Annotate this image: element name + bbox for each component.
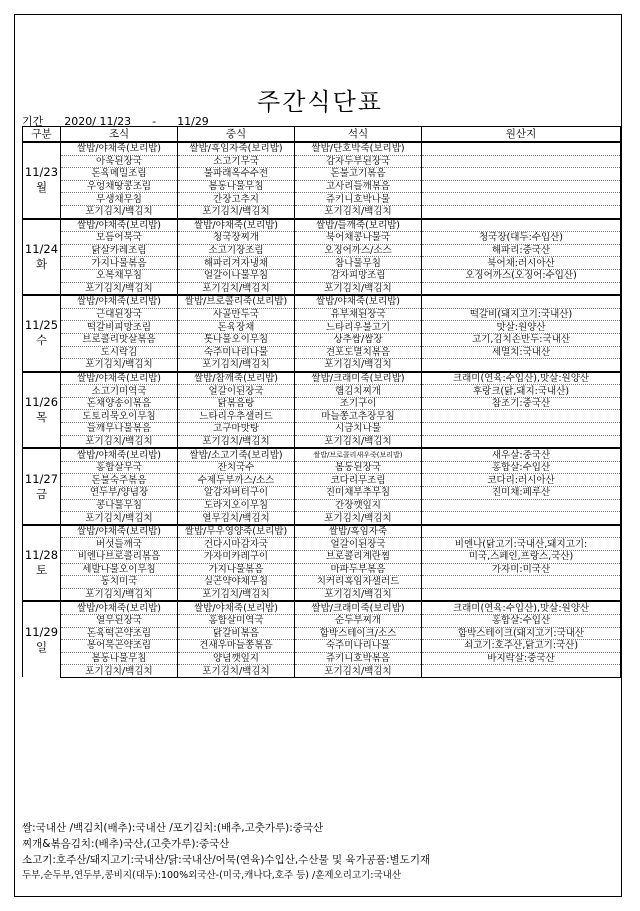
header-day: 구분 bbox=[23, 127, 61, 143]
breakfast-item: 쌀밥/야채죽(보리밥) bbox=[61, 448, 178, 461]
dinner-item: 봄동된장국 bbox=[295, 461, 422, 474]
origin-item: 떡갈비(돼지고기:국내산) bbox=[422, 308, 621, 321]
breakfast-item: 콩나물무침 bbox=[61, 499, 178, 512]
breakfast-item: 떡갈비피망조림 bbox=[61, 321, 178, 334]
menu-row bbox=[23, 372, 621, 385]
menu-row bbox=[23, 512, 621, 525]
day-date: 11/26 bbox=[24, 394, 59, 409]
dinner-item: 브로콜리계란찜 bbox=[295, 551, 422, 564]
period-label: 기간 bbox=[22, 115, 44, 128]
origin-item: 진미채:페루산 bbox=[422, 487, 621, 500]
dinner-item: 쌀밥/크래미죽(보리밥) bbox=[295, 372, 422, 385]
breakfast-item: 쌀밥/야채죽(보리밥) bbox=[61, 295, 178, 308]
lunch-item: 홍합살미역국 bbox=[178, 614, 295, 627]
day-date: 11/23 bbox=[24, 165, 59, 180]
breakfast-item: 쌀밥/야채죽(보리밥) bbox=[61, 142, 178, 155]
dinner-item: 상추쌈/쌈장 bbox=[295, 333, 422, 346]
dinner-item: 포기김치/백김치 bbox=[295, 282, 422, 295]
day-cell bbox=[23, 525, 61, 602]
menu-row bbox=[23, 601, 621, 614]
dinner-item: 포기김치/백김치 bbox=[295, 435, 422, 448]
origin-item: 미국,스페인,프랑스,국산) bbox=[422, 551, 621, 564]
breakfast-item: 봉어묵곤약조림 bbox=[61, 640, 178, 653]
dinner-item: 쌀밥/크래미죽(보리밥) bbox=[295, 601, 422, 614]
day-weekday: 토 bbox=[35, 563, 48, 578]
lunch-item: 닭볶음탕 bbox=[178, 397, 295, 410]
lunch-item: 소고기장조림 bbox=[178, 244, 295, 257]
note-line: 찌개&볶음김치:(배추)국산,(고춧가루):중국산 bbox=[22, 838, 230, 850]
menu-row bbox=[23, 435, 621, 448]
breakfast-item: 모듬어묵국 bbox=[61, 232, 178, 245]
header-breakfast: 조식 bbox=[61, 127, 178, 143]
dinner-item: 포기김치/백김치 bbox=[295, 588, 422, 601]
origin-item: 참조기:중국산 bbox=[422, 397, 621, 410]
lunch-item: 가자미카레구이 bbox=[178, 551, 295, 564]
period-end: 11/29 bbox=[177, 115, 209, 128]
origin-item bbox=[422, 588, 621, 601]
day-date: 11/25 bbox=[24, 318, 59, 333]
lunch-item: 알감자버터구이 bbox=[178, 487, 295, 500]
lunch-item: 해파리겨자냉채 bbox=[178, 257, 295, 270]
dinner-item: 포기김치/백김치 bbox=[295, 359, 422, 372]
lunch-item: 느타리우추샐러드 bbox=[178, 410, 295, 423]
origin-item: 고기,김치손만두:국내산 bbox=[422, 333, 621, 346]
menu-row bbox=[23, 180, 621, 193]
origin-item bbox=[422, 295, 621, 308]
note-line: 쌀:국내산 /백김치(배추):국내산 /포기김치:(배추,고춧가루):중국산 bbox=[22, 822, 324, 834]
day-cell bbox=[23, 219, 61, 296]
header-origin: 원산지 bbox=[422, 127, 621, 143]
origin-item bbox=[422, 282, 621, 295]
day-date: 11/29 bbox=[24, 624, 59, 639]
menu-row bbox=[23, 232, 621, 245]
breakfast-item: 도토리묵오이무침 bbox=[61, 410, 178, 423]
breakfast-item: 도시락김 bbox=[61, 346, 178, 359]
breakfast-item: 무생채무침 bbox=[61, 193, 178, 206]
lunch-item: 양념깻잎지 bbox=[178, 652, 295, 665]
dinner-item: 포기김치/백김치 bbox=[295, 665, 422, 678]
breakfast-item: 돈불숙주볶음 bbox=[61, 474, 178, 487]
header-lunch: 중식 bbox=[178, 127, 295, 143]
menu-row bbox=[23, 551, 621, 564]
menu-row bbox=[23, 665, 621, 678]
lunch-item: 사골만두국 bbox=[178, 308, 295, 321]
lunch-item: 쌀밥/참깨죽(보리밥) bbox=[178, 372, 295, 385]
lunch-item: 포기김치/백김치 bbox=[178, 665, 295, 678]
menu-row bbox=[23, 155, 621, 168]
origin-item: 후랑크(닭,돼지:국내산) bbox=[422, 385, 621, 398]
lunch-item: 건다시마감자국 bbox=[178, 538, 295, 551]
lunch-item: 고구마맛탕 bbox=[178, 423, 295, 436]
breakfast-item: 들깨무나물볶음 bbox=[61, 423, 178, 436]
lunch-item: 간장고추지 bbox=[178, 193, 295, 206]
lunch-item: 봄동나물무침 bbox=[178, 180, 295, 193]
menu-row bbox=[23, 333, 621, 346]
day-date: 11/24 bbox=[24, 241, 59, 256]
breakfast-item: 포기김치/백김치 bbox=[61, 512, 178, 525]
origin-item bbox=[422, 410, 621, 423]
menu-row bbox=[23, 525, 621, 538]
dinner-item: 쌀밥/야채죽(보리밥) bbox=[295, 295, 422, 308]
breakfast-item: 버섯들깨국 bbox=[61, 538, 178, 551]
origin-item bbox=[422, 423, 621, 436]
breakfast-item: 소고기미역국 bbox=[61, 385, 178, 398]
origin-item: 북어채:러시아산 bbox=[422, 257, 621, 270]
lunch-item: 건새우마늘쫑볶음 bbox=[178, 640, 295, 653]
dinner-item: 함박스테이크/소스 bbox=[295, 627, 422, 640]
origin-item: 새우살:중국산 bbox=[422, 448, 621, 461]
origin-item: 홍합살:수입산 bbox=[422, 461, 621, 474]
origin-item bbox=[422, 168, 621, 181]
menu-row bbox=[23, 563, 621, 576]
note-line: 두부,순두부,연두부,콩비지(대두):100%외국산-(미국,캐나다,호주 등) /훈제오리고기:국내산 bbox=[22, 870, 401, 881]
menu-row bbox=[23, 257, 621, 270]
origin-item bbox=[422, 205, 621, 218]
lunch-item: 소고기무국 bbox=[178, 155, 295, 168]
lunch-item: 숙주미나리나물 bbox=[178, 346, 295, 359]
dinner-item: 고사리들깨볶음 bbox=[295, 180, 422, 193]
lunch-item: 가지나물볶음 bbox=[178, 563, 295, 576]
menu-row bbox=[23, 308, 621, 321]
menu-row bbox=[23, 385, 621, 398]
lunch-item: 쌀밥/소고기죽(보리밥) bbox=[178, 448, 295, 461]
lunch-item: 수제두부까스/소스 bbox=[178, 474, 295, 487]
menu-row bbox=[23, 423, 621, 436]
breakfast-item: 홍합살무국 bbox=[61, 461, 178, 474]
lunch-item: 도라지오이무침 bbox=[178, 499, 295, 512]
dinner-item: 조기구이 bbox=[295, 397, 422, 410]
breakfast-item: 쌀밥/야채죽(보리밥) bbox=[61, 601, 178, 614]
menu-row bbox=[23, 282, 621, 295]
lunch-item: 쌀밥/무우영양죽(보리밥) bbox=[178, 525, 295, 538]
origin-item: 오징어까스(오징어:수입산) bbox=[422, 269, 621, 282]
dinner-item: 감자두부된장국 bbox=[295, 155, 422, 168]
header-dinner: 석식 bbox=[295, 127, 422, 143]
dinner-item: 참나물무침 bbox=[295, 257, 422, 270]
menu-row bbox=[23, 219, 621, 232]
lunch-item: 톳나물오이무침 bbox=[178, 333, 295, 346]
lunch-item: 포기김치/백김치 bbox=[178, 205, 295, 218]
menu-row bbox=[23, 410, 621, 423]
origin-item bbox=[422, 219, 621, 232]
day-weekday: 목 bbox=[35, 409, 48, 424]
breakfast-item: 근대된장국 bbox=[61, 308, 178, 321]
lunch-item: 잔치국수 bbox=[178, 461, 295, 474]
menu-row bbox=[23, 397, 621, 410]
breakfast-item: 쌀밥/야채죽(보리밥) bbox=[61, 219, 178, 232]
origin-item bbox=[422, 142, 621, 155]
lunch-item: 실곤약야채무침 bbox=[178, 576, 295, 589]
dinner-item: 감자피망조림 bbox=[295, 269, 422, 282]
dinner-item: 포기김치/백김치 bbox=[295, 205, 422, 218]
breakfast-item: 쌀밥/야채죽(보리밥) bbox=[61, 372, 178, 385]
dinner-item: 북어채콩나물국 bbox=[295, 232, 422, 245]
lunch-item: 얼갈이된장국 bbox=[178, 385, 295, 398]
lunch-item: 포기김치/백김치 bbox=[178, 588, 295, 601]
dinner-item: 순두부찌개 bbox=[295, 614, 422, 627]
breakfast-item: 우엉채땅콩조림 bbox=[61, 180, 178, 193]
dinner-item: 시금치나물 bbox=[295, 423, 422, 436]
dinner-item: 숙주미나리나물 bbox=[295, 640, 422, 653]
breakfast-item: 돈육메밀조림 bbox=[61, 168, 178, 181]
origin-item bbox=[422, 359, 621, 372]
dinner-item: 유부채된장국 bbox=[295, 308, 422, 321]
menu-row bbox=[23, 359, 621, 372]
lunch-item: 얼갈이나물무침 bbox=[178, 269, 295, 282]
origin-item bbox=[422, 193, 621, 206]
lunch-item: 쌀밥/야채죽(보리밥) bbox=[178, 601, 295, 614]
menu-row bbox=[23, 474, 621, 487]
breakfast-item: 닭살카레조림 bbox=[61, 244, 178, 257]
origin-item: 맛살:원양산 bbox=[422, 321, 621, 334]
notes bbox=[22, 820, 622, 884]
dinner-item: 마파두부볶음 bbox=[295, 563, 422, 576]
day-date: 11/28 bbox=[24, 548, 59, 563]
menu-row bbox=[23, 448, 621, 461]
dinner-item: 간장깻잎지 bbox=[295, 499, 422, 512]
menu-row bbox=[23, 321, 621, 334]
origin-item bbox=[422, 499, 621, 512]
origin-item: 세멸치:국내산 bbox=[422, 346, 621, 359]
dinner-item: 쌀밥/흑임자죽 bbox=[295, 525, 422, 538]
lunch-item: 쌀밥/흑임자죽(보리밥) bbox=[178, 142, 295, 155]
menu-row bbox=[23, 142, 621, 155]
breakfast-item: 연두부/양념장 bbox=[61, 487, 178, 500]
day-weekday: 일 bbox=[35, 639, 48, 654]
day-weekday: 금 bbox=[35, 486, 48, 501]
day-weekday: 화 bbox=[35, 256, 48, 271]
menu-row bbox=[23, 614, 621, 627]
dinner-item: 마늘쫑고추장무침 bbox=[295, 410, 422, 423]
day-cell bbox=[23, 372, 61, 449]
breakfast-item: 포기김치/백김치 bbox=[61, 588, 178, 601]
menu-row bbox=[23, 461, 621, 474]
day-weekday: 월 bbox=[35, 180, 48, 195]
lunch-item: 돈육장채 bbox=[178, 321, 295, 334]
dinner-item: 쌀밥/브로콜리새우죽(보리밥) bbox=[295, 448, 422, 461]
dinner-item: 돈불고기볶음 bbox=[295, 168, 422, 181]
dinner-item: 코다리무조림 bbox=[295, 474, 422, 487]
origin-item bbox=[422, 525, 621, 538]
menu-row bbox=[23, 244, 621, 257]
menu-row bbox=[23, 640, 621, 653]
origin-item: 비엔나(닭고기:국내산,돼지고기: bbox=[422, 538, 621, 551]
menu-row bbox=[23, 269, 621, 282]
dinner-item: 햄김치찌개 bbox=[295, 385, 422, 398]
lunch-item: 쌀밥/야채죽(보리밥) bbox=[178, 219, 295, 232]
breakfast-item: 오복채무침 bbox=[61, 269, 178, 282]
dinner-item: 진미채부추무침 bbox=[295, 487, 422, 500]
lunch-item: 닭갈비볶음 bbox=[178, 627, 295, 640]
origin-item: 가자미:미국산 bbox=[422, 563, 621, 576]
breakfast-item: 가지나물볶음 bbox=[61, 257, 178, 270]
dinner-item: 치커리흑임자샐러드 bbox=[295, 576, 422, 589]
menu-row bbox=[23, 627, 621, 640]
dinner-item: 쥬키니호박볶음 bbox=[295, 652, 422, 665]
origin-item bbox=[422, 180, 621, 193]
menu-body bbox=[23, 142, 621, 677]
breakfast-item: 포기김치/백김치 bbox=[61, 435, 178, 448]
breakfast-item: 쌀밥/야채죽(보리밥) bbox=[61, 525, 178, 538]
breakfast-item: 포기김치/백김치 bbox=[61, 282, 178, 295]
lunch-item: 불파래옥수수전 bbox=[178, 168, 295, 181]
menu-row bbox=[23, 588, 621, 601]
origin-item: 청국장(대두:수입산) bbox=[422, 232, 621, 245]
lunch-item: 쌀밥/브로콜리죽(보리밥) bbox=[178, 295, 295, 308]
origin-item: 쇠고기:호주산,닭고기:국산) bbox=[422, 640, 621, 653]
day-weekday: 수 bbox=[35, 333, 48, 348]
note-line: 소고기:호주산/돼지고기:국내산/닭:국내산/어묵(연육)수입산,수산물 및 육가공품:별도기재 bbox=[22, 854, 431, 866]
breakfast-item: 세발나물오이무침 bbox=[61, 563, 178, 576]
breakfast-item: 아욱된장국 bbox=[61, 155, 178, 168]
origin-item: 홍합살:수입산 bbox=[422, 614, 621, 627]
dinner-item: 느타리우불고기 bbox=[295, 321, 422, 334]
breakfast-item: 브로콜리맛살볶음 bbox=[61, 333, 178, 346]
origin-item: 크래미(연육:수입산),맛살:원양산 bbox=[422, 601, 621, 614]
dinner-item: 쌀밥/들깨죽(보리밥) bbox=[295, 219, 422, 232]
origin-item bbox=[422, 576, 621, 589]
lunch-item: 포기김치/백김치 bbox=[178, 359, 295, 372]
period-dash: - bbox=[152, 115, 157, 128]
dinner-item: 포기김치/백김치 bbox=[295, 512, 422, 525]
menu-row bbox=[23, 652, 621, 665]
menu-row bbox=[23, 346, 621, 359]
origin-item: 코다리:러시아산 bbox=[422, 474, 621, 487]
dinner-item: 오징어까스/소스 bbox=[295, 244, 422, 257]
day-cell bbox=[23, 448, 61, 525]
origin-item bbox=[422, 155, 621, 168]
origin-item bbox=[422, 665, 621, 678]
dinner-item: 얼갈이된장국 bbox=[295, 538, 422, 551]
origin-item: 함박스테이크(돼지고기:국내산 bbox=[422, 627, 621, 640]
breakfast-item: 동치미국 bbox=[61, 576, 178, 589]
day-date: 11/27 bbox=[24, 471, 59, 486]
dinner-item: 견포도멸치볶음 bbox=[295, 346, 422, 359]
menu-row bbox=[23, 538, 621, 551]
breakfast-item: 돈육떡곤약조림 bbox=[61, 627, 178, 640]
dinner-item: 쥬키니호박나물 bbox=[295, 193, 422, 206]
day-cell bbox=[23, 601, 61, 677]
menu-row bbox=[23, 205, 621, 218]
lunch-item: 포기김치/백김치 bbox=[178, 435, 295, 448]
breakfast-item: 포기김치/백김치 bbox=[61, 665, 178, 678]
table-header-row bbox=[23, 127, 621, 143]
menu-row bbox=[23, 576, 621, 589]
breakfast-item: 열무된장국 bbox=[61, 614, 178, 627]
origin-item: 해파리:중국산 bbox=[422, 244, 621, 257]
lunch-item: 열무김치/백김치 bbox=[178, 512, 295, 525]
breakfast-item: 비엔나브로콜리볶음 bbox=[61, 551, 178, 564]
origin-item bbox=[422, 435, 621, 448]
breakfast-item: 포기김치/백김치 bbox=[61, 359, 178, 372]
menu-row bbox=[23, 295, 621, 308]
breakfast-item: 봄동나물무침 bbox=[61, 652, 178, 665]
period-start: 2020/ 11/23 bbox=[64, 115, 132, 128]
origin-item bbox=[422, 512, 621, 525]
lunch-item: 포기김치/백김치 bbox=[178, 282, 295, 295]
breakfast-item: 돈채양송이볶음 bbox=[61, 397, 178, 410]
breakfast-item: 포기김치/백김치 bbox=[61, 205, 178, 218]
dinner-item: 쌀밥/단호박죽(보리밥) bbox=[295, 142, 422, 155]
page-title: 주간식단표 bbox=[257, 88, 383, 116]
menu-row bbox=[23, 487, 621, 500]
origin-item: 바지락살:중국산 bbox=[422, 652, 621, 665]
day-cell bbox=[23, 142, 61, 219]
menu-row bbox=[23, 168, 621, 181]
lunch-item: 청국장찌개 bbox=[178, 232, 295, 245]
menu-row bbox=[23, 193, 621, 206]
day-cell bbox=[23, 295, 61, 372]
weekly-menu-table bbox=[22, 126, 621, 678]
menu-row bbox=[23, 499, 621, 512]
origin-item: 크래미(연육:수입산),맛살:원양산 bbox=[422, 372, 621, 385]
